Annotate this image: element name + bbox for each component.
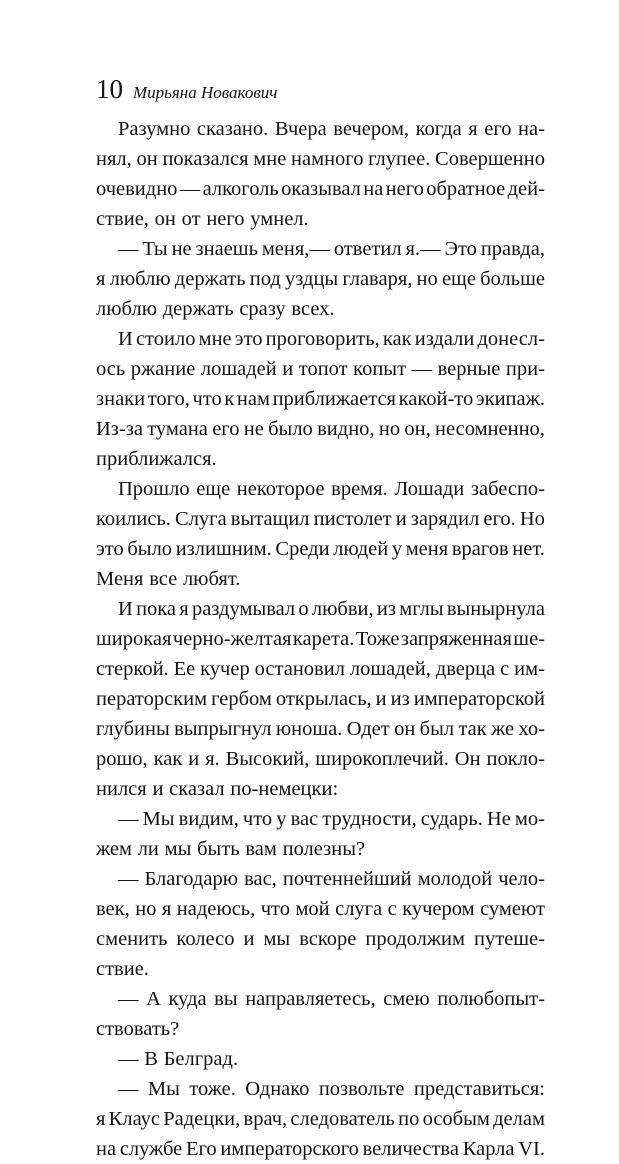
word: людей [333,538,389,560]
word: чело- [498,868,545,890]
word: по-немецки: [230,778,339,800]
word: — [179,178,201,200]
word: Меня [96,568,144,590]
page-number: 10 [96,74,123,104]
word: я [468,118,478,140]
word: это [234,328,263,350]
word: и [282,358,294,380]
word: от [181,208,201,230]
word: А [146,988,161,1010]
word: вытащил [230,508,310,530]
word: у [276,808,287,830]
text-line [96,474,545,504]
word: Совершенно [435,148,545,170]
word: пистолет [313,508,392,530]
text-line [96,624,545,654]
word: намного [291,148,364,170]
word: вы [214,988,238,1010]
word: его. [483,508,516,530]
word: вынырнула [446,598,545,620]
word: умнел. [250,208,309,230]
word: я [96,1108,106,1130]
word: Тоже [355,628,400,650]
word: Прошло [118,478,190,500]
word: вскоре [299,928,357,950]
word: еще [441,268,476,290]
word: Мы [147,1078,180,1100]
word: хо- [518,718,545,740]
word: с [387,898,397,920]
word: — [118,808,139,830]
word: — [118,1078,139,1100]
word: приближается [272,388,396,410]
word: ржание [130,358,196,380]
word: меня [405,538,449,560]
word: черно-желтая [172,628,292,650]
word: почтеннейший [282,868,412,890]
word: сменить [96,928,168,950]
word: коились. [96,508,171,530]
word: на [96,1138,117,1160]
word: врач, [243,1108,288,1130]
word: нам [236,388,270,410]
word: что [242,808,273,830]
word: стоило [135,328,196,350]
text-line [96,324,545,354]
word: не [171,238,192,260]
word: забеспо- [470,478,545,500]
word: продолжим [365,928,465,950]
text-line [96,144,545,174]
word: ось [96,358,126,380]
word: всех. [291,298,335,320]
word: глупее. [368,148,431,170]
word: быть [197,838,240,860]
word: Слуга [175,508,227,530]
word: широкоплечий. [315,748,449,770]
word: что [260,898,290,920]
word: — [118,238,139,260]
word: остановил [254,658,345,680]
word: смею [383,988,430,1010]
text-line [96,1134,545,1164]
word: когда [415,118,462,140]
word: очевидно [96,178,178,200]
text-line [96,294,545,324]
word: Клаус [108,1108,160,1130]
word: позвольте [318,1078,405,1100]
word: стеркой. [96,658,169,680]
word: открылась, [275,688,372,710]
word: я [161,898,172,920]
text-line [96,804,545,834]
word: полюбопыт- [437,988,545,1010]
text-line [96,384,545,414]
author-name: Мирьяна Новакович [133,83,278,102]
word: полезны? [282,838,366,860]
word: Среди [275,538,330,560]
word: больше [480,268,545,290]
word: гербом [211,688,272,710]
word: он [154,208,176,230]
word: вас, [244,868,277,890]
word: выпрыгнул [174,718,272,740]
word: Высокий, [225,748,310,770]
word: проговорить, [265,328,380,350]
word: Радецки, [163,1108,241,1130]
word: путеше- [473,928,545,950]
word: Белград. [163,1048,239,1070]
word: видно, [317,418,375,440]
word: вечером, [333,118,410,140]
word: меня,— [261,238,330,260]
word: люблю [96,298,158,320]
word: мы [164,838,192,860]
word: у [391,538,403,560]
word: издали [414,328,475,350]
word: — [411,358,433,380]
word: приближался. [96,448,217,470]
word: но [135,898,157,920]
word: колесо [176,928,235,950]
word: что [192,388,222,410]
word: дверца [435,658,496,680]
word: Не [486,808,511,830]
text-line [96,1014,545,1044]
word: того, [147,388,190,410]
word: копыт [353,358,407,380]
word: Однако [245,1078,310,1100]
word: зарядил [410,508,480,530]
word: Одет [346,718,390,740]
text-line [96,564,545,594]
word: императорского [220,1138,359,1160]
word: тоже. [189,1078,236,1100]
word: обратное [426,178,506,200]
word: любят. [182,568,241,590]
word: было [127,538,173,560]
word: по [398,1108,420,1130]
word: рошо, [96,748,148,770]
word: И [118,328,133,350]
word: направляетесь, [245,988,376,1010]
word: особым [422,1108,490,1130]
word: следователь [290,1108,395,1130]
word: куда [168,988,207,1010]
word: широкая [96,628,172,650]
word: несомненно, [435,418,545,440]
word: на- [518,118,545,140]
word: я [179,598,189,620]
text-line [96,204,545,234]
word: верные [437,358,501,380]
word: уздцы [285,268,339,290]
word: время. [331,478,388,500]
word: он [136,148,158,170]
word: и [188,748,200,770]
word: он [394,718,416,740]
text-line [96,1044,545,1074]
word: слуга [335,898,383,920]
word: мы [263,928,291,950]
word: правда, [480,238,545,260]
word: делам [493,1108,545,1130]
word: под [249,268,281,290]
word: императорской [413,688,545,710]
word: Благодарю [144,868,239,890]
word: Карла [462,1138,515,1160]
text-line [96,684,545,714]
word: Лошади [394,478,465,500]
word: тумана [147,418,208,440]
text-line [96,864,545,894]
word: надеюсь, [176,898,256,920]
word: держать [174,268,246,290]
text-line [96,504,545,534]
word: карета. [292,628,355,650]
word: Разумно [118,118,191,140]
text-line [96,114,545,144]
word: И [118,598,133,620]
word: как [382,328,412,350]
word: вас [290,808,319,830]
word: ствие. [96,958,149,980]
text-line [96,714,545,744]
word: излишним. [175,538,272,560]
word: лошадей, [349,658,431,680]
word: сказал [169,778,225,800]
word: величества [362,1138,459,1160]
word: кучер [200,658,250,680]
word: мо- [514,808,545,830]
text-line [96,444,545,474]
text-line [96,954,545,984]
word: еще [196,478,231,500]
word: покло- [486,748,545,770]
word: сумеют [480,898,545,920]
word: мой [295,898,330,920]
word: — [118,988,139,1010]
word: нял, [96,148,132,170]
word: сразу [239,298,286,320]
word: на [363,178,384,200]
word: держать [162,298,234,320]
text-line [96,744,545,774]
word: его [484,118,512,140]
word: был [419,718,455,740]
word: трудности, [322,808,417,830]
word: он, [404,418,431,440]
word: молодой [417,868,493,890]
word: Мы [142,808,175,830]
word: я. [205,748,220,770]
word: люблю [109,268,171,290]
word: юноша. [275,718,343,740]
word: Ты [142,238,168,260]
word: из [376,598,396,620]
word: службе [119,1138,183,1160]
word: донесл- [477,328,545,350]
word: В [144,1048,158,1070]
word: видим, [178,808,239,830]
text-line [96,774,545,804]
word: него [385,178,424,200]
word: ператорским [96,688,208,710]
word: с [500,658,510,680]
word: экипаж. [475,388,545,410]
word: нет. [512,538,545,560]
word: при- [505,358,545,380]
word: им- [514,658,545,680]
word: врагов [451,538,509,560]
word: запряженная [400,628,512,650]
word: я [96,268,106,290]
text-line [96,534,545,564]
word: к [224,388,235,410]
word: и [395,508,407,530]
word: алкоголь [202,178,279,200]
text-line [96,654,545,684]
word: я.— [405,238,441,260]
word: кучером [402,898,475,920]
word: Вчера [274,118,327,140]
word: некоторое [236,478,325,500]
word: жем [96,838,132,860]
word: ответил [333,238,402,260]
word: мне [198,328,232,350]
word: Он [454,748,481,770]
word: раздумывал [191,598,296,620]
word: и [375,688,387,710]
word: его [212,418,240,440]
word: глубины [96,718,170,740]
word: Но [519,508,545,530]
word: — [118,1048,139,1070]
word: это [96,538,124,560]
word: представиться: [413,1078,545,1100]
word: любви, [311,598,374,620]
word: век, [96,898,130,920]
text-line [96,1074,545,1104]
text-line [96,414,545,444]
text-line [96,354,545,384]
text-line [96,234,545,264]
text-line [96,174,545,204]
word: показался [162,148,249,170]
word: нился [96,778,147,800]
word: знаки [96,388,146,410]
word: было [268,418,313,440]
word: ше- [513,628,545,650]
running-header [96,74,277,104]
word: сударь. [420,808,483,830]
word: но [378,418,401,440]
text-line [96,594,545,624]
word: как [153,748,183,770]
word: ствовать? [96,1018,180,1040]
word: VI. [518,1138,545,1160]
text-line [96,1104,545,1134]
word: дей- [507,178,545,200]
word: ли [137,838,159,860]
word: него [206,208,245,230]
word: Это [444,238,477,260]
word: не [243,418,264,440]
word: Ее [173,658,196,680]
word: топот [298,358,348,380]
word: пока [136,598,177,620]
word: все [149,568,178,590]
text-line [96,264,545,294]
word: сказано. [196,118,269,140]
word: же [491,718,515,740]
text-line [96,984,545,1014]
word: так [458,718,487,740]
word: мглы [399,598,444,620]
word: Из-за [96,418,143,440]
word: из [390,688,410,710]
word: и [152,778,164,800]
word: мне [253,148,287,170]
word: знаешь [195,238,258,260]
text-line [96,894,545,924]
word: но [416,268,438,290]
word: и [243,928,255,950]
word: о [298,598,309,620]
word: Его [186,1138,217,1160]
word: — [118,868,139,890]
text-line [96,834,545,864]
text-line [96,924,545,954]
word: лошадей [200,358,277,380]
word: ствие, [96,208,149,230]
body-text [96,114,545,1164]
word: вам [245,838,277,860]
word: главаря, [342,268,413,290]
word: оказывал [281,178,361,200]
word: какой-то [398,388,474,410]
